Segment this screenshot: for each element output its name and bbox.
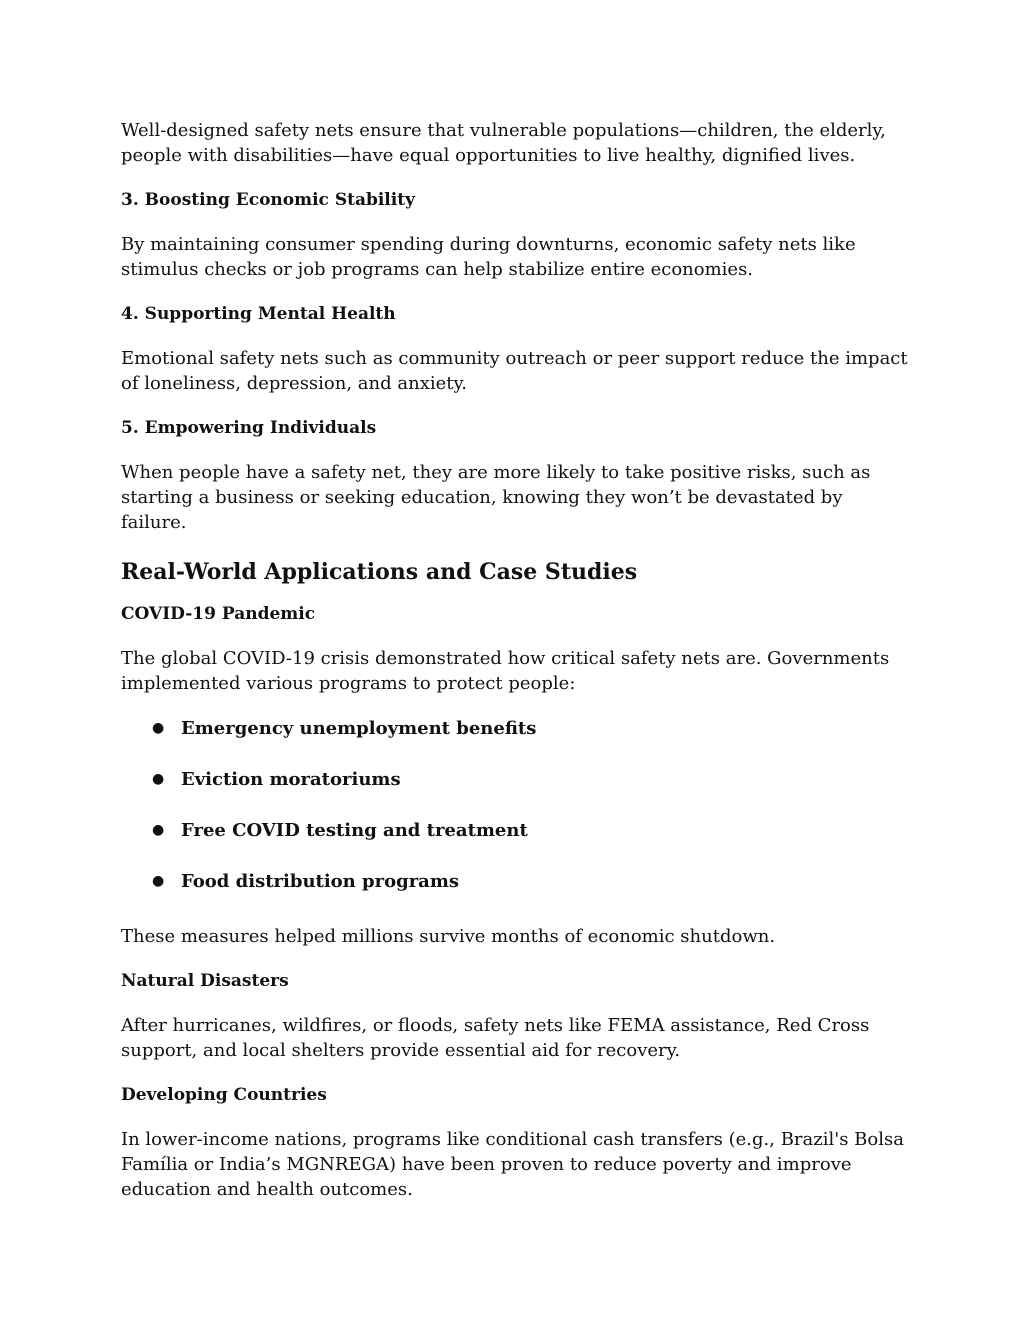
bullet-icon: ●	[152, 822, 165, 838]
section-body-economic-stability: By maintaining consumer spending during downturns, economic safety nets like stimulus checks or job programs can help stabilize entire economies.	[121, 234, 856, 280]
natural-disasters-body: After hurricanes, wildfires, or floods, safety nets like FEMA assistance, Red Cross support, and local shelters provide essential aid for recovery.	[121, 1015, 870, 1061]
bullet-icon: ●	[152, 771, 165, 787]
covid-conclusion: These measures helped millions survive months of economic shutdown.	[121, 926, 776, 947]
bullet-icon: ●	[152, 720, 165, 736]
section-heading-economic-stability: 3. Boosting Economic Stability	[121, 190, 415, 210]
developing-countries-heading: Developing Countries	[121, 1085, 327, 1105]
section-body-mental-health: Emotional safety nets such as community outreach or peer support reduce the impact of loneliness, depression, and anxiety.	[121, 348, 908, 394]
main-heading: Real-World Applications and Case Studies	[121, 559, 638, 585]
document-page	[121, 118, 911, 1222]
section-heading-mental-health: 4. Supporting Mental Health	[121, 304, 396, 324]
section-heading-empowering-individuals: 5. Empowering Individuals	[121, 418, 377, 438]
list-item-text: Free COVID testing and treatment	[181, 820, 528, 841]
natural-disasters-heading: Natural Disasters	[121, 971, 289, 991]
list-item-text: Emergency unemployment benefits	[181, 718, 537, 739]
bullet-icon: ●	[152, 873, 165, 889]
list-item	[121, 869, 911, 894]
list-item	[121, 716, 911, 741]
covid-programs-list	[121, 716, 911, 894]
covid-body: The global COVID-19 crisis demonstrated how critical safety nets are. Governments implemented various programs to protect people:	[121, 648, 890, 694]
covid-heading: COVID-19 Pandemic	[121, 604, 316, 624]
list-item-text: Eviction moratoriums	[181, 769, 401, 790]
list-item	[121, 818, 911, 843]
list-item-text: Food distribution programs	[181, 871, 460, 892]
developing-countries-body: In lower-income nations, programs like conditional cash transfers (e.g., Brazil's Bolsa Família or India’s MGNREGA) have been proven to reduce poverty and improve education and health outcomes.	[121, 1129, 904, 1200]
intro-paragraph: Well-designed safety nets ensure that vulnerable populations—children, the elderly, people with disabilities—have equal opportunities to live healthy, dignified lives.	[121, 120, 886, 166]
section-body-empowering-individuals: When people have a safety net, they are more likely to take positive risks, such as starting a business or seeking education, knowing they won’t be devastated by failure.	[121, 462, 871, 533]
list-item	[121, 767, 911, 792]
